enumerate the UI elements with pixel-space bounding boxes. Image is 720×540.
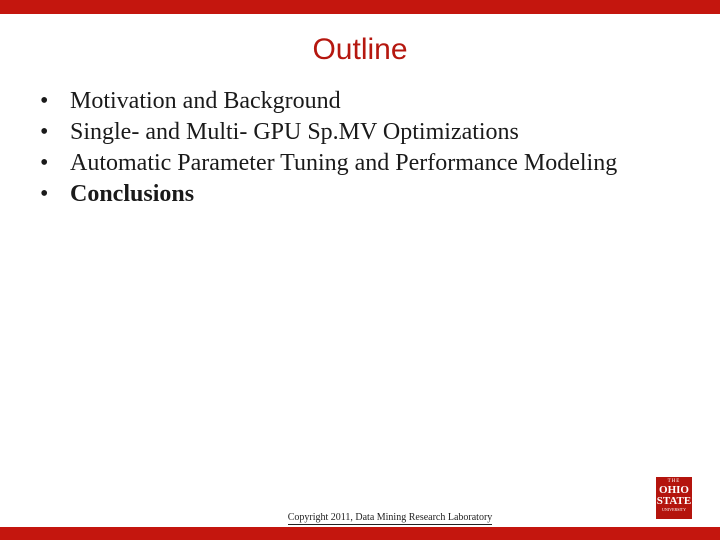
top-accent-bar	[0, 0, 720, 14]
logo-line: UNIVERSITY	[662, 507, 686, 512]
logo-line: THE	[667, 479, 681, 484]
bullet-text: Conclusions	[70, 181, 195, 207]
bullet-text: Single- and Multi- GPU Sp.MV Optimizations	[70, 119, 519, 145]
bullet-marker: •	[40, 119, 49, 145]
bullet-item-current	[40, 181, 680, 207]
slide-title: Outline	[312, 33, 408, 66]
bottom-accent-bar	[0, 527, 720, 540]
university-logo	[656, 477, 692, 519]
bullet-item	[40, 150, 680, 176]
bullet-text: Automatic Parameter Tuning and Performance Modeling	[70, 150, 618, 176]
footer	[0, 512, 720, 525]
logo-line: OHIO	[659, 484, 689, 496]
copyright-text: Copyright 2011, Data Mining Research Laboratory	[287, 512, 493, 523]
bullet-text: Motivation and Background	[70, 88, 341, 114]
bullet-item	[40, 88, 680, 114]
bullet-item	[40, 119, 680, 145]
bullet-list	[40, 88, 680, 212]
bullet-marker: •	[40, 88, 49, 114]
bullet-marker: •	[40, 181, 49, 207]
bullet-marker: •	[40, 150, 49, 176]
logo-line: STATE	[656, 495, 692, 507]
